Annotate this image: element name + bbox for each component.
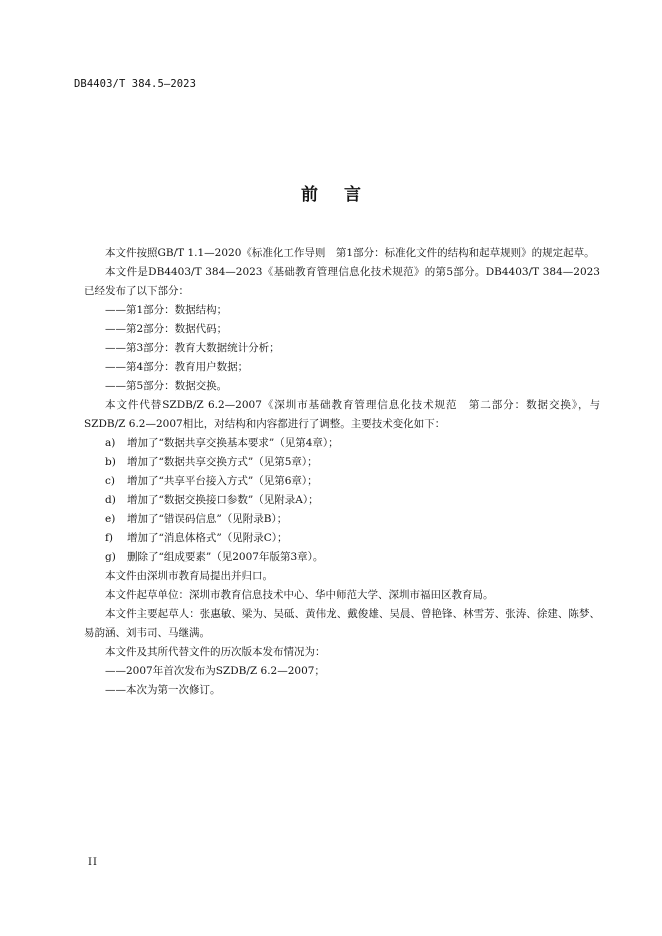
paragraph-history-intro: 本文件及其所代替文件的历次版本发布情况为： xyxy=(105,646,326,658)
foreword-body xyxy=(84,244,600,700)
change-item-d xyxy=(84,491,600,510)
change-label: c) xyxy=(105,475,115,487)
change-text: 增加了“数据共享交换基本要求”（见第4章）； xyxy=(127,437,339,449)
paragraph-proposer: 本文件由深圳市教育局提出并归口。 xyxy=(105,570,273,582)
change-item-a xyxy=(84,434,600,453)
change-text: 增加了“消息体格式”（见附录C）； xyxy=(127,532,288,544)
change-label: a) xyxy=(105,437,116,449)
paragraph-series-intro: 本文件是DB4403/T 384—2023《基础教育管理信息化技术规范》的第5部分。DB4403/T 384—2023已经发布了以下部分： xyxy=(84,266,600,297)
list-item-part-5: ——第5部分：数据交换。 xyxy=(105,380,228,392)
list-item-history-2: ——本次为第一次修订。 xyxy=(105,684,221,696)
page-title: 前言 xyxy=(301,185,387,205)
change-label: d) xyxy=(105,494,116,506)
change-label: f) xyxy=(105,532,113,544)
paragraph-drafters: 本文件主要起草人：张惠敏、梁为、吴砥、黄伟龙、戴俊雄、吴晨、曾艳锋、林雪芳、张涛、徐建、陈梦、易韵涵、刘韦司、马继满。 xyxy=(84,608,600,639)
change-item-e xyxy=(84,510,600,529)
list-item-history-1: ——2007年首次发布为SZDB/Z 6.2—2007； xyxy=(105,665,325,677)
list-item-part-4: ——第4部分：教育用户数据； xyxy=(105,361,249,373)
change-item-g xyxy=(84,548,600,567)
paragraph-replacement: 本文件代替SZDB/Z 6.2—2007《深圳市基础教育管理信息化技术规范 第二部分：数据交换》，与SZDB/Z 6.2—2007相比，对结构和内容都进行了调整。主要技术变化如下： xyxy=(84,399,600,430)
list-item-part-2: ——第2部分：数据代码； xyxy=(105,323,228,335)
page-number: II xyxy=(88,857,98,868)
document-code-header: DB4403/T 384.5—2023 xyxy=(74,78,197,90)
change-label: b) xyxy=(105,456,116,468)
change-text: 增加了“共享平台接入方式”（见第6章）； xyxy=(127,475,318,487)
paragraph-drafting-basis: 本文件按照GB/T 1.1—2020《标准化工作导则 第1部分：标准化文件的结构和起草规则》的规定起草。 xyxy=(105,247,595,259)
change-label: e) xyxy=(105,513,116,525)
list-item-part-3: ——第3部分：教育大数据统计分析； xyxy=(105,342,280,354)
change-item-b xyxy=(84,453,600,472)
change-text: 增加了“错误码信息”（见附录B）； xyxy=(127,513,288,525)
change-item-c xyxy=(84,472,600,491)
change-text: 增加了“数据交换接口参数”（见附录A）； xyxy=(127,494,319,506)
change-item-f xyxy=(84,529,600,548)
list-item-part-1: ——第1部分：数据结构； xyxy=(105,304,228,316)
change-label: g) xyxy=(105,551,116,563)
change-text: 增加了“数据共享交换方式”（见第5章）； xyxy=(127,456,318,468)
paragraph-drafting-units: 本文件起草单位：深圳市教育信息技术中心、华中师范大学、深圳市福田区教育局。 xyxy=(105,589,494,601)
change-text: 删除了“组成要素”（见2007年版第3章）。 xyxy=(127,551,324,563)
